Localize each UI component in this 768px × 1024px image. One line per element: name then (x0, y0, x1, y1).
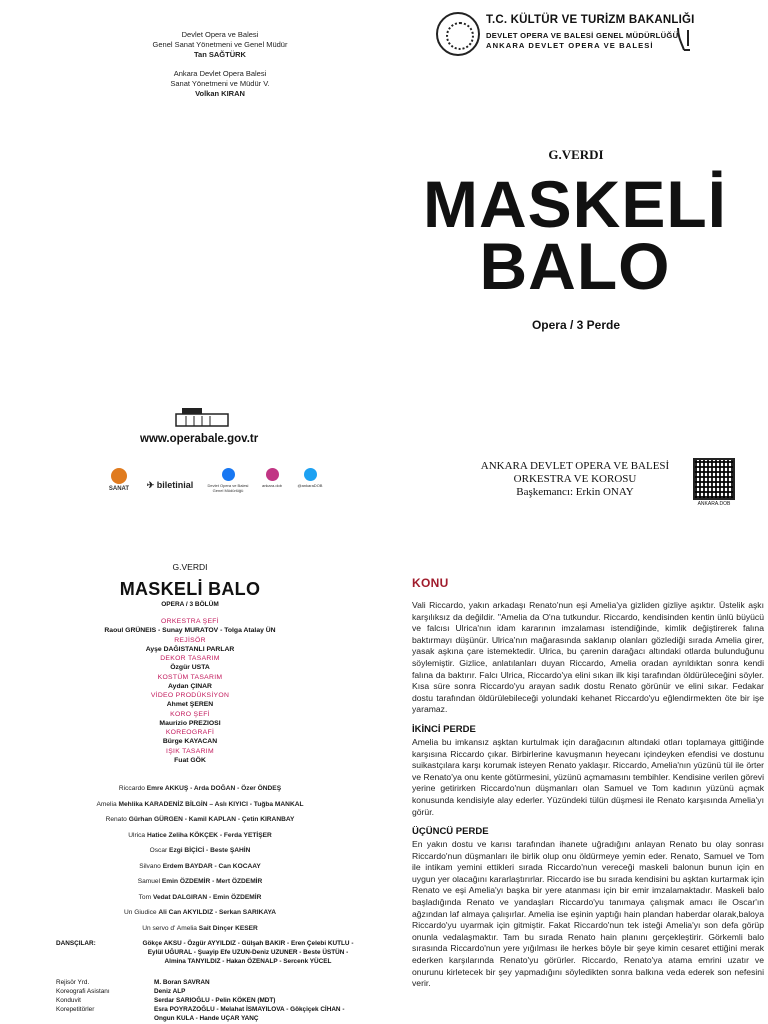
credit-role: REJİSÖR (174, 636, 206, 644)
program-credits (60, 617, 320, 765)
crew-name: Serdar SARIOĞLU - Pelin KÖKEN (MDT) (154, 997, 276, 1004)
credit-person: Aydan ÇINAR (168, 682, 212, 690)
ministry-title: T.C. KÜLTÜR VE TURİZM BAKANLIĞI (486, 14, 695, 26)
cast-row (40, 890, 360, 906)
orchestra-block (470, 460, 680, 499)
biletinial-logo[interactable]: ✈ biletinial (146, 480, 194, 490)
credit-person: Ahmet ŞEREN (166, 701, 214, 708)
crew-role: Rejisör Yrd. (56, 979, 90, 986)
cast-role: Riccardo (118, 785, 145, 792)
ministry-line: DEVLET OPERA VE BALESİ GENEL MÜDÜRLÜĞÜ (486, 31, 679, 40)
crew-role: Konduvit (56, 997, 81, 1004)
instagram-link[interactable]: ankara.dob (256, 468, 288, 488)
program-subtitle: OPERA / 3 BÖLÜM (161, 601, 219, 608)
cover-subtitle: Opera / 3 Perde (531, 318, 621, 332)
facebook-icon (222, 468, 235, 481)
cast-name: Hatice Zeliha KÖKÇEK - Ferda YETİŞER (146, 831, 272, 839)
credit-line: Sanat Yönetmeni ve Müdür V. (170, 79, 270, 88)
crew-block (56, 978, 376, 1023)
crew-role (56, 1014, 154, 1023)
crew-role: Koreografi Asistanı (56, 988, 110, 995)
credit-line: Devlet Opera ve Balesi (181, 30, 259, 39)
credit-name: Volkan KIRAN (195, 89, 245, 98)
cast-name: Emin ÖZDEMİR - Mert ÖZDEMİR (161, 878, 263, 885)
dancers-line: Eylül UĞURAL - Şuayip Efe UZUN-Deniz UZUNER - Beste ÜSTÜN - (147, 949, 349, 956)
credit-role: VİDEO PRODÜKSİYON (150, 692, 230, 699)
plane-icon: ✈ (146, 480, 157, 490)
cast-row (40, 843, 360, 859)
credit-line: Ankara Devlet Opera Balesi (173, 69, 267, 78)
credit-role: KOSTÜM TASARIM (157, 673, 223, 681)
credit-person: Raoul GRÜNEIS - Sunay MURATOV - Tolga Atalay ÜN (104, 627, 276, 634)
cast-row (40, 812, 360, 828)
crew-row (56, 978, 376, 987)
program-title: MASKELİ BALO (119, 579, 261, 599)
dancers-block (56, 939, 376, 966)
cast-name: Ezgi BİÇİCİ - Beste ŞAHİN (169, 847, 251, 854)
cast-role: Oscar (149, 847, 168, 854)
credit-role: KORO ŞEFİ (170, 710, 210, 718)
credit-person: Bürge KAYACAN (162, 738, 218, 745)
orchestra-line: Başkemancı: Erkin ONAY (516, 486, 634, 498)
crew-role: Korepetitörler (56, 1006, 95, 1013)
section-heading: ÜÇÜNCÜ PERDE (412, 826, 489, 838)
credit-person: Özgür USTA (170, 664, 210, 671)
credit-role: DEKOR TASARIM (160, 655, 220, 662)
credit-person: Fuat GÖK (174, 756, 206, 764)
dancers-line: Almina TANYILDIZ - Hakan ÖZENALP - Sercenk YÜCEL (164, 958, 332, 965)
orchestra-line: ORKESTRA VE KOROSU (513, 473, 637, 485)
instagram-icon (266, 468, 279, 481)
cover-composer: G.VERDI (548, 147, 604, 162)
konu-paragraph: En yakın dostu ve karısı tarafından ihanete uğradığını anlayan Renato bu olay sonrası Riccardo'nun düşmanları ile birlik olup onu öldürmeye yemin eder. Renato, Samuel ve Tom ile intikam yemini ettikleri sırada Riccardo'nun vereceği maskeli balonun bunun için en uygun yer olacağını kararlaştırırlar. Riccardo ise bu sırada kendisini bu aşktan kurtarmak için Renato ve eşi Amelia'yı başka bir yere atanması için bir emir imzalamaktadır. Maskeli balo başladığında Renato ve yandaşları Riccardo'yu tanımaya çalışmak amacı ile Oscar'ın ağzından laf almaya çalışırlar. Amelia ise eşinin yaptığı hain plandan haberdar olarak,baloya Riccardo'yu uyarmak için gitmiştir. Fakat Riccardo'nun tek isteği Amelia'yı son defa görüp onunla vedalaşmaktır. Tam bu sırada Renato hain planını gerçekleştirir. Görkemli balo sırasında Riccardo'nun yere yığılması ile herkes böyle bir şeye kimin cesaret ettiğini merak ederken karşılarında Renato'yu görürler. Riccardo, Renato'ya atama emrini uzatır ve onurunu kirletecek bir şey yapmadığını söyledikten sonra balkına veda ederek son nefesini verir. (412, 839, 764, 989)
cover-title-line1: MASKELİ (423, 167, 727, 241)
credit-person: Ayşe DAĞISTANLI PARLAR (145, 645, 235, 653)
facebook-link[interactable]: Devlet Opera ve Balesi Genel Müdürlüğü (206, 468, 250, 493)
cast-row (40, 921, 360, 937)
cast-role: Amelia (96, 800, 117, 808)
qr-label: ANKARA.DOB (697, 501, 731, 507)
crew-name: Deniz ALP (154, 988, 186, 995)
credit-role: KOREOGRAFİ (165, 729, 215, 736)
konu-paragraph: Amelia bu imkansız aşktan kurtulmak için darağacının altındaki otları toplamaya gittiğinde karşısına Riccardo çıkar. Birbirlerine kavuşmanın heyecanı içindeyken efendisi ve dostunu suikastçılara karşı korumak isteyen Renato yaklaşır. Riccardo, Amelia'nın yüzünü tül ile örter ve Renato'ya onu kente götürmesini, yüzünü açmamasını tembihler. Kendisine verilen görevi yerine getirirken Riccardo'nun düşmanları olan Samuel ve Tom kadının yüzünü açmak konusunda kendisiyle alay ederler. Yüzündeki tülün düşmesi ile Renato karşısında Amelia'yı görür. (412, 736, 764, 817)
konu-body (412, 600, 764, 990)
program-cast (40, 781, 360, 936)
crew-name: Esra POYRAZOĞLU - Melahat İSMAYILOVA - Gökçiçek CİHAN - (154, 1006, 345, 1013)
cast-role: Un Giudice (123, 909, 157, 916)
dancers-label: DANSÇILAR: (56, 940, 96, 947)
credit-person: Maurizio PREZIOSI (159, 719, 221, 727)
opera-building-icon (172, 404, 232, 428)
cast-role: Tom (138, 893, 152, 901)
crew-row (56, 996, 376, 1005)
credit-role: ORKESTRA ŞEFİ (161, 618, 219, 625)
cast-name: Gürhan GÜRGEN - Kamil KAPLAN - Çetin KIRANBAY (128, 816, 295, 823)
cast-role: Samuel (137, 878, 161, 885)
cast-name: Ali Can AKYILDIZ - Serkan SARIKAYA (158, 909, 277, 916)
twitter-icon (304, 468, 317, 481)
orchestra-line: ANKARA DEVLET OPERA VE BALESİ (480, 460, 670, 472)
credit-role: IŞIK TASARIM (166, 747, 214, 755)
crew-row (56, 1014, 376, 1023)
cast-name: Vedat DALGIRAN - Emin ÖZDEMİR (152, 893, 262, 901)
cast-role: Ulrica (128, 831, 146, 839)
cover-title-line2: BALO (479, 229, 671, 303)
crew-row (56, 1005, 376, 1014)
cast-row (40, 874, 360, 890)
cast-row (40, 781, 360, 797)
crew-name: Ongun KULA - Hande UÇAR YANÇ (154, 1015, 259, 1022)
ministry-line: ANKARA DEVLET OPERA VE BALESİ (486, 41, 654, 50)
cast-row (40, 797, 360, 813)
cast-name: Mehlika KARADENİZ BİLGİN – Aslı KIYICI - Tuğba MANKAL (118, 800, 304, 808)
social-row (104, 468, 326, 493)
dancers-line: Gökçe AKSU - Özgür AYYILDIZ - Gülşah BAKIR - Eren Çelebi KUTLU - (142, 940, 354, 947)
sanat-logo[interactable]: SANAT (104, 468, 134, 492)
cast-role: Un servo d' Amelia (142, 924, 197, 932)
program-composer: G.VERDI (172, 562, 208, 572)
cast-name: Sait Dinçer KESER (198, 924, 258, 932)
opera-logo-icon (674, 26, 694, 52)
crew-name: M. Boran SAVRAN (154, 979, 210, 986)
konu-paragraph: Vali Riccardo, yakın arkadaşı Renato'nun eşi Amelia'ya gizliden gizliye aşıktır. Üstelik aşkı karşılıksız da değildir. "Amelia da O'na tutkundur. Riccardo, kendisinden kentin ünlü büyücü ve falcısı Ulrica'nın idam kararının imzalaması istendiğinde, kimlik değiştirerek falına baktırmayı düşünür. Ulrica'nın mağarasında saklanıp olanları gözlediği sırada Amelia girer, yasak aşkına çare istemektedir. Ulrica, bu çarenin darağacı altındaki otlarda bulunduğunu söylemiştir. Gizlice, anlatılanları duyan Riccardo, Amelia oradan ayrıldıktan sonra kendi falına da baktırır. Falcı Ulrica, Riccardo'ya elini sıkan ilk kişi tarafından öldürüleceğini söyler. Kısa süre sonra Riccardo'yu arayan sadık dostu Renato görünür ve elini sıkar. Fedakar dostu tarafından öldürülebileceği yolundaki kehanet Riccardo'yu eğlendirmekten öte bir işe yaramaz. (412, 600, 764, 715)
website-link[interactable]: www.operabale.gov.tr (140, 433, 259, 445)
cast-name: Erdem BAYDAR - Can KOCAAY (162, 862, 261, 870)
cast-role: Silvano (139, 862, 161, 870)
cast-name: Emre AKKUŞ - Arda DOĞAN - Özer ÖNDEŞ (146, 785, 282, 792)
top-credits (120, 30, 320, 99)
twitter-link[interactable]: @ankaraDOB (294, 468, 326, 488)
owl-icon (111, 468, 127, 484)
ministry-emblem-icon (436, 12, 480, 56)
credit-name: Tan SAĞTÜRK (194, 50, 246, 59)
konu-heading: KONU (412, 576, 449, 590)
cast-row (40, 859, 360, 875)
program-block (60, 562, 320, 765)
credit-line: Genel Sanat Yönetmeni ve Genel Müdür (152, 40, 288, 49)
section-heading: İKİNCİ PERDE (412, 723, 476, 735)
cast-row (40, 905, 360, 921)
crew-row (56, 987, 376, 996)
cast-row (40, 828, 360, 844)
cast-role: Renato (105, 816, 127, 823)
qr-code[interactable] (693, 458, 735, 500)
